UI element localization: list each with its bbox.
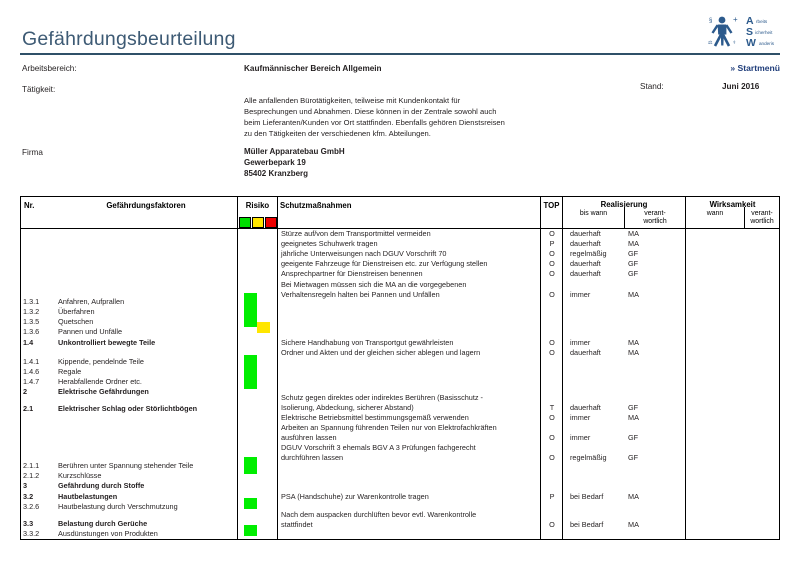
header-wirksamkeit: Wirksamkeit xyxy=(709,200,756,209)
hazard-number: 2.1.2 xyxy=(23,471,40,480)
protective-measure-text: Ansprechpartner für Dienstreisen benennen xyxy=(281,269,423,278)
realisierung-verantwortlich-value: MA xyxy=(628,338,639,347)
top-principle-code: O xyxy=(549,249,555,258)
risk-level-marker xyxy=(244,457,257,474)
top-principle-code: O xyxy=(549,338,555,347)
taetigkeit-line-3: beim Lieferanten/Kunden vor Ort stattfinden. Ebenfalls gehören Dienstsreisen xyxy=(244,118,505,127)
svg-text:anderis: anderis xyxy=(759,41,775,46)
svg-text:W: W xyxy=(746,37,756,47)
svg-text:⚕: ⚕ xyxy=(733,40,736,46)
stand-label: Stand: xyxy=(640,82,664,91)
protective-measure-text: DGUV Vorschrift 3 ehemals BGV A 3 Prüfungen fachgerecht xyxy=(281,443,476,452)
realisierung-verantwortlich-value: GF xyxy=(628,259,639,268)
header-gefaehrdungsfaktoren: Gefährdungsfaktoren xyxy=(106,201,186,210)
header-wirksamkeit-verantwortlich-1: verant- xyxy=(751,210,773,217)
hazard-factor-label: Kurzschlüsse xyxy=(58,471,102,480)
hazard-number: 2.1 xyxy=(23,404,34,413)
top-principle-code: O xyxy=(549,520,555,529)
header-schutzmassnahmen: Schutzmaßnahmen xyxy=(280,201,352,210)
realisierung-bis-wann-value: regelmäßig xyxy=(570,249,607,258)
hazard-number: 2 xyxy=(23,387,28,396)
protective-measure-text: Ordner und Akten und der gleichen sicher ablegen und lagern xyxy=(281,348,481,357)
hazard-factor-label: Belastung durch Gerüche xyxy=(58,519,148,528)
top-principle-code: O xyxy=(549,413,555,422)
header-risiko: Risiko xyxy=(245,201,270,210)
svg-text:icherheit: icherheit xyxy=(755,30,773,35)
svg-text:§: § xyxy=(709,18,713,24)
header-realisierung-verantwortlich-1: verant- xyxy=(644,210,666,217)
top-principle-code: P xyxy=(549,239,555,248)
firma-line-1: Müller Apparatebau GmbH xyxy=(244,147,345,156)
realisierung-bis-wann-value: immer xyxy=(570,338,591,347)
col-sep-risiko-right xyxy=(277,197,278,539)
realisierung-bis-wann-value: dauerhaft xyxy=(570,239,601,248)
protective-measure-text: Arbeiten an Spannung führenden Teilen nur von Elektrofachkräften xyxy=(281,423,497,432)
top-principle-code: O xyxy=(549,433,555,442)
protective-measure-text: Sichere Handhabung von Transportgut gewährleisten xyxy=(281,338,454,347)
protective-measure-text: Stürze auf/von dem Transportmittel vermeiden xyxy=(281,229,431,238)
hazard-factor-label: Berühren unter Spannung stehender Teile xyxy=(58,461,194,470)
header-top: TOP xyxy=(543,201,560,210)
protective-measure-text: PSA (Handschuhe) zur Warenkontrolle tragen xyxy=(281,492,429,501)
hazard-number: 1.3.6 xyxy=(23,327,40,336)
hazard-factor-label: Anfahren, Aufprallen xyxy=(58,297,125,306)
protective-measure-text: Isolierung, Abdeckung, sicherer Abstand) xyxy=(281,403,414,412)
col-sep-realisierung-right xyxy=(685,197,686,539)
risk-level-marker xyxy=(244,525,257,536)
realisierung-verantwortlich-value: MA xyxy=(628,229,639,238)
header-realisierung: Realisierung xyxy=(600,200,648,209)
header-wirksamkeit-wann: wann xyxy=(706,210,724,217)
realisierung-verantwortlich-value: MA xyxy=(628,492,639,501)
realisierung-verantwortlich-value: GF xyxy=(628,433,639,442)
hazard-factor-label: Regale xyxy=(58,367,82,376)
top-principle-code: O xyxy=(549,229,555,238)
risk-level-marker xyxy=(257,322,270,333)
risk-level-marker xyxy=(244,293,257,327)
top-principle-code: O xyxy=(549,453,555,462)
protective-measure-text: Elektrische Betriebsmittel bestimmungsgemäß verwenden xyxy=(281,413,469,422)
hazard-factor-label: Quetschen xyxy=(58,317,94,326)
svg-text:⚖: ⚖ xyxy=(708,40,713,46)
realisierung-bis-wann-value: regelmäßig xyxy=(570,453,607,462)
hazard-factor-label: Überfahren xyxy=(58,307,95,316)
protective-measure-text: ausführen lassen xyxy=(281,433,337,442)
realisierung-bis-wann-value: dauerhaft xyxy=(570,229,601,238)
protective-measure-text: Verhaltensregeln halten bei Pannen und Unfällen xyxy=(281,290,440,299)
hazard-factor-label: Gefährdung durch Stoffe xyxy=(58,481,145,490)
risk-level-marker xyxy=(244,498,257,509)
risk-legend-yellow xyxy=(252,217,265,228)
realisierung-verantwortlich-value: GF xyxy=(628,249,639,258)
realisierung-bis-wann-value: bei Bedarf xyxy=(570,520,604,529)
arbeitsbereich-value: Kaufmännischer Bereich Allgemein xyxy=(244,64,382,73)
realisierung-verantwortlich-value: GF xyxy=(628,453,639,462)
realisierung-bis-wann-value: immer xyxy=(570,433,591,442)
hazard-number: 1.3.1 xyxy=(23,297,40,306)
hazard-number: 1.4.6 xyxy=(23,367,40,376)
taetigkeit-line-2: Besprechungen und Abnahmen. Diese können in der Zentrale sowohl auch xyxy=(244,107,497,116)
top-principle-code: O xyxy=(549,269,555,278)
header-realisierung-verantwortlich-2: wortlich xyxy=(643,218,667,225)
top-principle-code: O xyxy=(549,290,555,299)
svg-text:S: S xyxy=(746,26,754,38)
realisierung-verantwortlich-value: GF xyxy=(628,269,639,278)
taetigkeit-label: Tätigkeit: xyxy=(22,85,56,94)
hazard-factor-label: Elektrische Gefährdungen xyxy=(58,387,149,396)
svg-text:+: + xyxy=(733,15,738,24)
realisierung-bis-wann-value: dauerhaft xyxy=(570,259,601,268)
hazard-factor-label: Pannen und Unfälle xyxy=(58,327,123,336)
hazard-number: 1.4.1 xyxy=(23,357,40,366)
svg-text:rbeits: rbeits xyxy=(756,19,768,24)
protective-measure-text: durchführen lassen xyxy=(281,453,344,462)
realisierung-verantwortlich-value: MA xyxy=(628,239,639,248)
hazard-number: 3 xyxy=(23,481,28,490)
col-sep-risiko-left xyxy=(237,197,238,539)
hazard-number: 3.3.2 xyxy=(23,529,40,538)
header-nr: Nr. xyxy=(24,201,35,210)
startmenu-link[interactable]: » Startmenü xyxy=(730,63,780,73)
protective-measure-text: jährliche Unterweisungen nach DGUV Vorschrift 70 xyxy=(281,249,447,258)
realisierung-bis-wann-value: bei Bedarf xyxy=(570,492,604,501)
firma-label: Firma xyxy=(22,148,43,157)
header-wirksamkeit-verantwortlich-2: wortlich xyxy=(750,218,774,225)
top-principle-code: O xyxy=(549,259,555,268)
top-principle-code: T xyxy=(549,403,555,412)
realisierung-verantwortlich-value: MA xyxy=(628,290,639,299)
risk-level-marker xyxy=(244,355,257,389)
taetigkeit-line-1: Alle anfallenden Bürotätigkeiten, teilweise mit Kundenkontakt für xyxy=(244,96,461,105)
firma-line-2: Gewerbepark 19 xyxy=(244,158,306,167)
stand-value: Juni 2016 xyxy=(722,82,760,91)
protective-measure-text: Nach dem auspacken durchlüften bevor evtl. Warenkontrolle xyxy=(281,510,477,519)
risk-legend-green xyxy=(239,217,252,228)
hazard-factor-label: Kippende, pendelnde Teile xyxy=(58,357,144,366)
protective-measure-text: geeigente Fahrzeuge für Dienstreisen etc. zur Verfügung stellen xyxy=(281,259,488,268)
title-divider xyxy=(20,53,780,55)
hazard-number: 3.3 xyxy=(23,519,34,528)
realisierung-bis-wann-value: dauerhaft xyxy=(570,269,601,278)
hazard-factor-label: Elektrischer Schlag oder Störlichtbögen xyxy=(58,404,198,413)
hazard-number: 3.2.6 xyxy=(23,502,40,511)
realisierung-bis-wann-value: immer xyxy=(570,413,591,422)
realisierung-bis-wann-value: immer xyxy=(570,290,591,299)
hazard-number: 2.1.1 xyxy=(23,461,40,470)
page-title: Gefährdungsbeurteilung xyxy=(22,28,236,50)
top-principle-code: O xyxy=(549,348,555,357)
hazard-number: 1.4.7 xyxy=(23,377,40,386)
header-realisierung-bis-wann: bis wann xyxy=(579,210,608,217)
hazard-factor-label: Hautbelastungen xyxy=(58,492,118,501)
hazard-number: 1.3.2 xyxy=(23,307,40,316)
protective-measure-text: Bei Mietwagen müssen sich die MA an die vorgegebenen xyxy=(281,280,467,289)
protective-measure-text: Schutz gegen direktes oder indirektes Berühren (Basisschutz - xyxy=(281,393,483,402)
svg-text:A: A xyxy=(746,15,754,27)
protective-measure-text: stattfindet xyxy=(281,520,313,529)
hazard-factor-label: Herabfallende Ordner etc. xyxy=(58,377,142,386)
protective-measure-text: geeignetes Schuhwerk tragen xyxy=(281,239,378,248)
taetigkeit-line-4: zu den Tätigkeiten der verschiedenen kfm. Abteilungen. xyxy=(244,129,431,138)
top-principle-code: P xyxy=(549,492,555,501)
realisierung-verantwortlich-value: MA xyxy=(628,520,639,529)
realisierung-bis-wann-value: dauerhaft xyxy=(570,348,601,357)
realisierung-verantwortlich-value: MA xyxy=(628,413,639,422)
arbeitsbereich-label: Arbeitsbereich: xyxy=(22,64,77,73)
firma-line-3: 85402 Kranzberg xyxy=(244,169,309,178)
hazard-factor-label: Hautbelastung durch Verschmutzung xyxy=(58,502,178,511)
realisierung-verantwortlich-value: MA xyxy=(628,348,639,357)
hazard-number: 3.2 xyxy=(23,492,34,501)
realisierung-verantwortlich-value: GF xyxy=(628,403,639,412)
hazard-factor-label: Unkontrolliert bewegte Teile xyxy=(58,338,156,347)
risk-legend-red xyxy=(265,217,278,228)
asw-logo xyxy=(700,13,792,47)
hazard-number: 1.3.5 xyxy=(23,317,40,326)
hazard-number: 1.4 xyxy=(23,338,34,347)
hazard-factor-label: Ausdünstungen von Produkten xyxy=(58,529,158,538)
realisierung-bis-wann-value: dauerhaft xyxy=(570,403,601,412)
